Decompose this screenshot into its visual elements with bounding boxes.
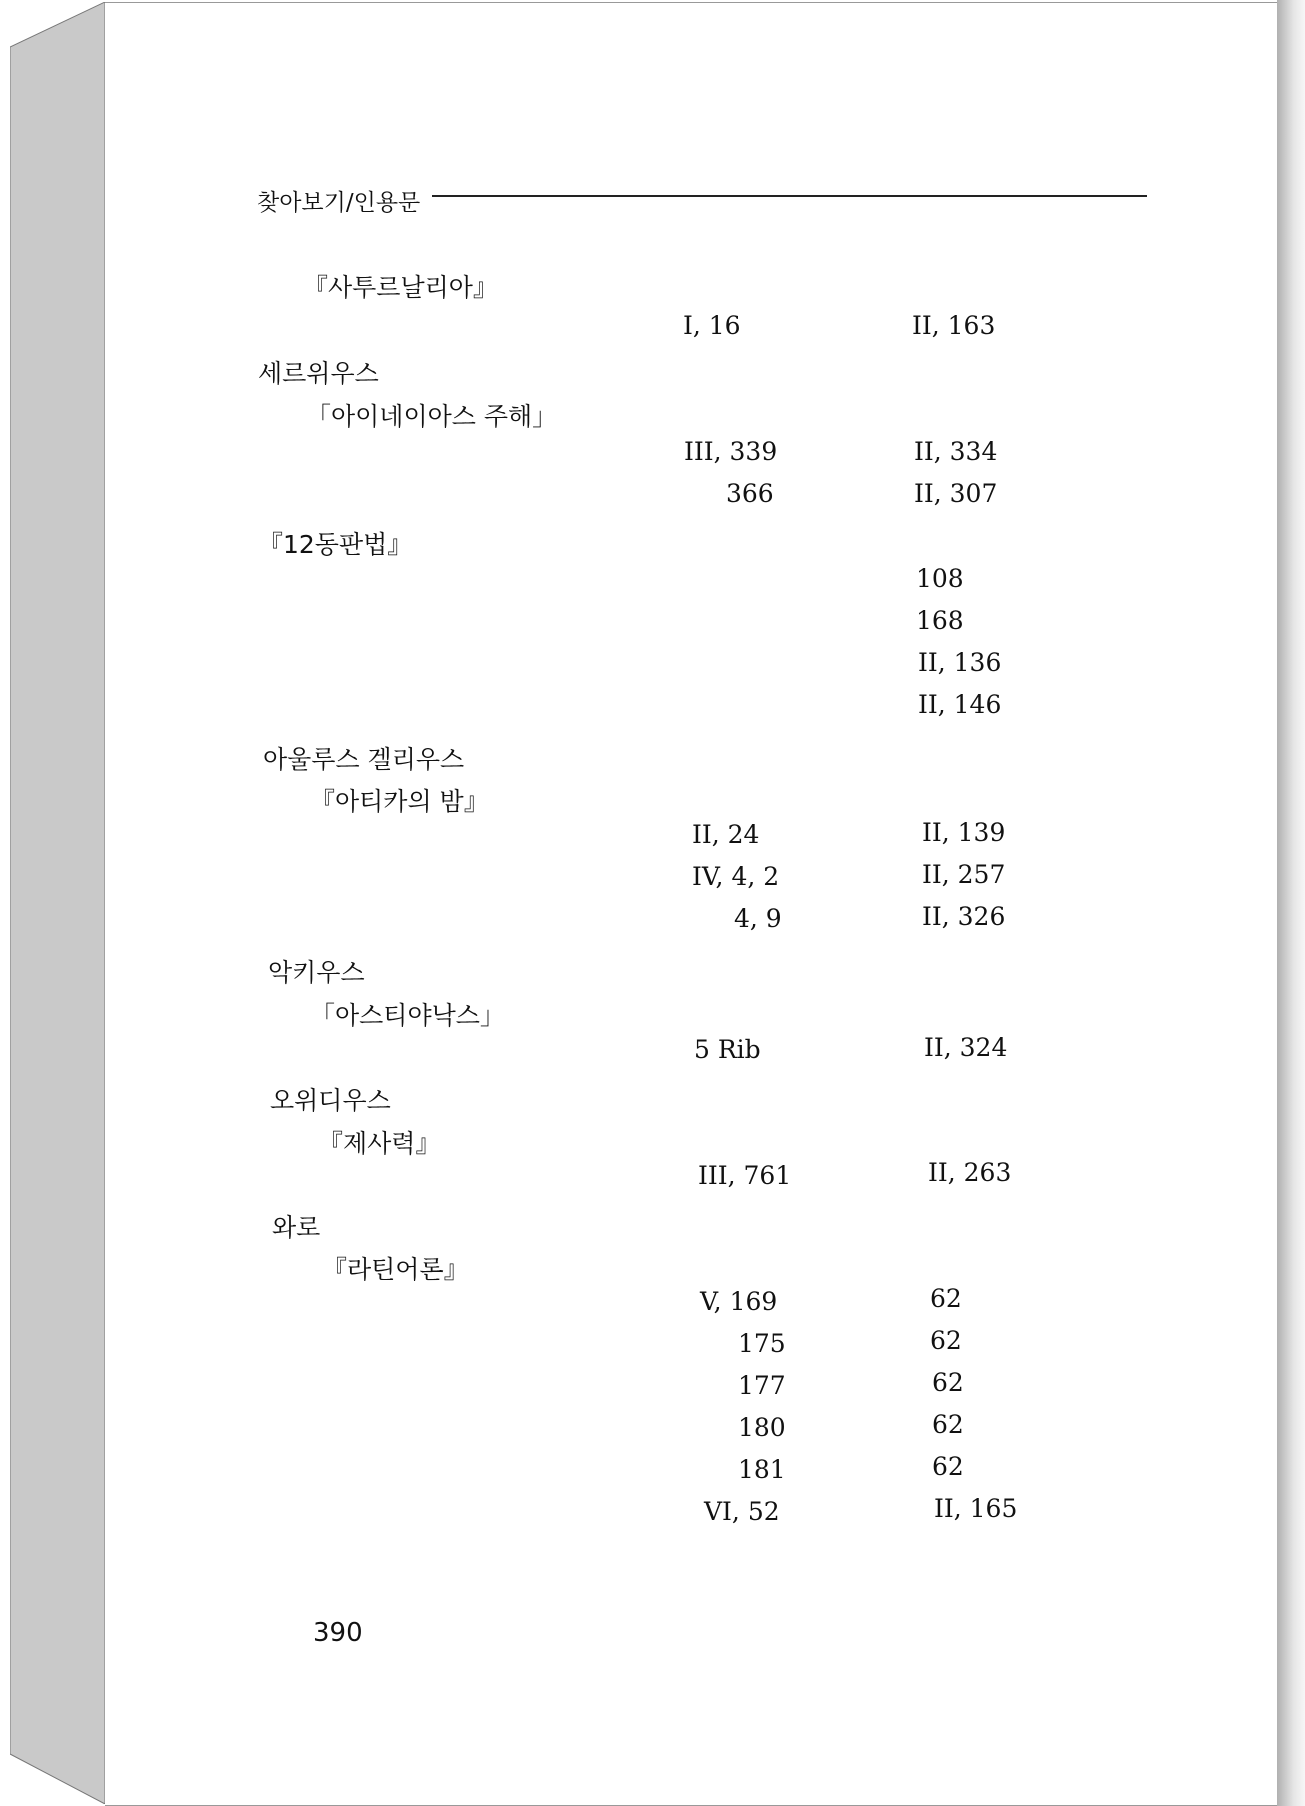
- header-rule: [432, 195, 1147, 197]
- entry-author: 악키우스: [268, 958, 365, 987]
- entry-work-title: 『사투르날리아』: [303, 273, 498, 302]
- running-header: 찾아보기/인용문: [257, 190, 421, 216]
- citation-source: 180: [738, 1413, 786, 1442]
- citation-source: 5 Rib: [694, 1035, 761, 1064]
- citation-target: 168: [916, 606, 964, 635]
- citation-source: I, 16: [683, 311, 741, 340]
- page-number: 390: [313, 1618, 363, 1648]
- entry-author: 와로: [272, 1213, 321, 1242]
- citation-target: 62: [932, 1368, 964, 1397]
- citation-target: 62: [930, 1284, 962, 1313]
- citation-source: IV, 4, 2: [692, 862, 780, 891]
- citation-target: II, 324: [924, 1033, 1008, 1062]
- entry-author: 오위디우스: [270, 1086, 391, 1115]
- citation-source: II, 24: [692, 820, 760, 849]
- citation-target: 62: [930, 1326, 962, 1355]
- page-right-edge: [1277, 0, 1305, 1806]
- citation-source: III, 761: [698, 1161, 792, 1190]
- citation-source: III, 339: [684, 437, 778, 466]
- book-spine-edge: [10, 2, 105, 1804]
- citation-target: II, 165: [934, 1494, 1018, 1523]
- citation-target: II, 326: [922, 902, 1006, 931]
- entry-author: 세르위우스: [258, 359, 379, 388]
- book-page: [105, 2, 1277, 1806]
- entry-work-title: 『아티카의 밤』: [310, 787, 489, 816]
- citation-source: 177: [738, 1371, 786, 1400]
- citation-source: 366: [726, 479, 774, 508]
- citation-target: II, 136: [918, 648, 1002, 677]
- citation-source: V, 169: [700, 1287, 778, 1316]
- citation-source: 175: [738, 1329, 786, 1358]
- citation-target: II, 263: [928, 1158, 1012, 1187]
- citation-target: II, 334: [914, 437, 998, 466]
- citation-source: 181: [738, 1455, 786, 1484]
- citation-source: 4, 9: [734, 904, 782, 933]
- citation-source: VI, 52: [704, 1497, 780, 1526]
- citation-target: II, 163: [912, 311, 996, 340]
- entry-work-title: 『제사력』: [318, 1129, 441, 1158]
- citation-target: II, 307: [914, 479, 998, 508]
- entry-work-title: 『12동판법』: [258, 530, 413, 559]
- citation-target: II, 139: [922, 818, 1006, 847]
- citation-target: 62: [932, 1452, 964, 1481]
- citation-target: II, 146: [918, 690, 1002, 719]
- entry-author: 아울루스 겔리우스: [263, 745, 465, 774]
- entry-work-title: 「아스티야낙스」: [310, 1001, 505, 1030]
- citation-target: 62: [932, 1410, 964, 1439]
- citation-target: II, 257: [922, 860, 1006, 889]
- citation-target: 108: [916, 564, 964, 593]
- entry-work-title: 『라틴어론』: [322, 1255, 469, 1284]
- entry-work-title: 「아이네이아스 주해」: [306, 402, 558, 431]
